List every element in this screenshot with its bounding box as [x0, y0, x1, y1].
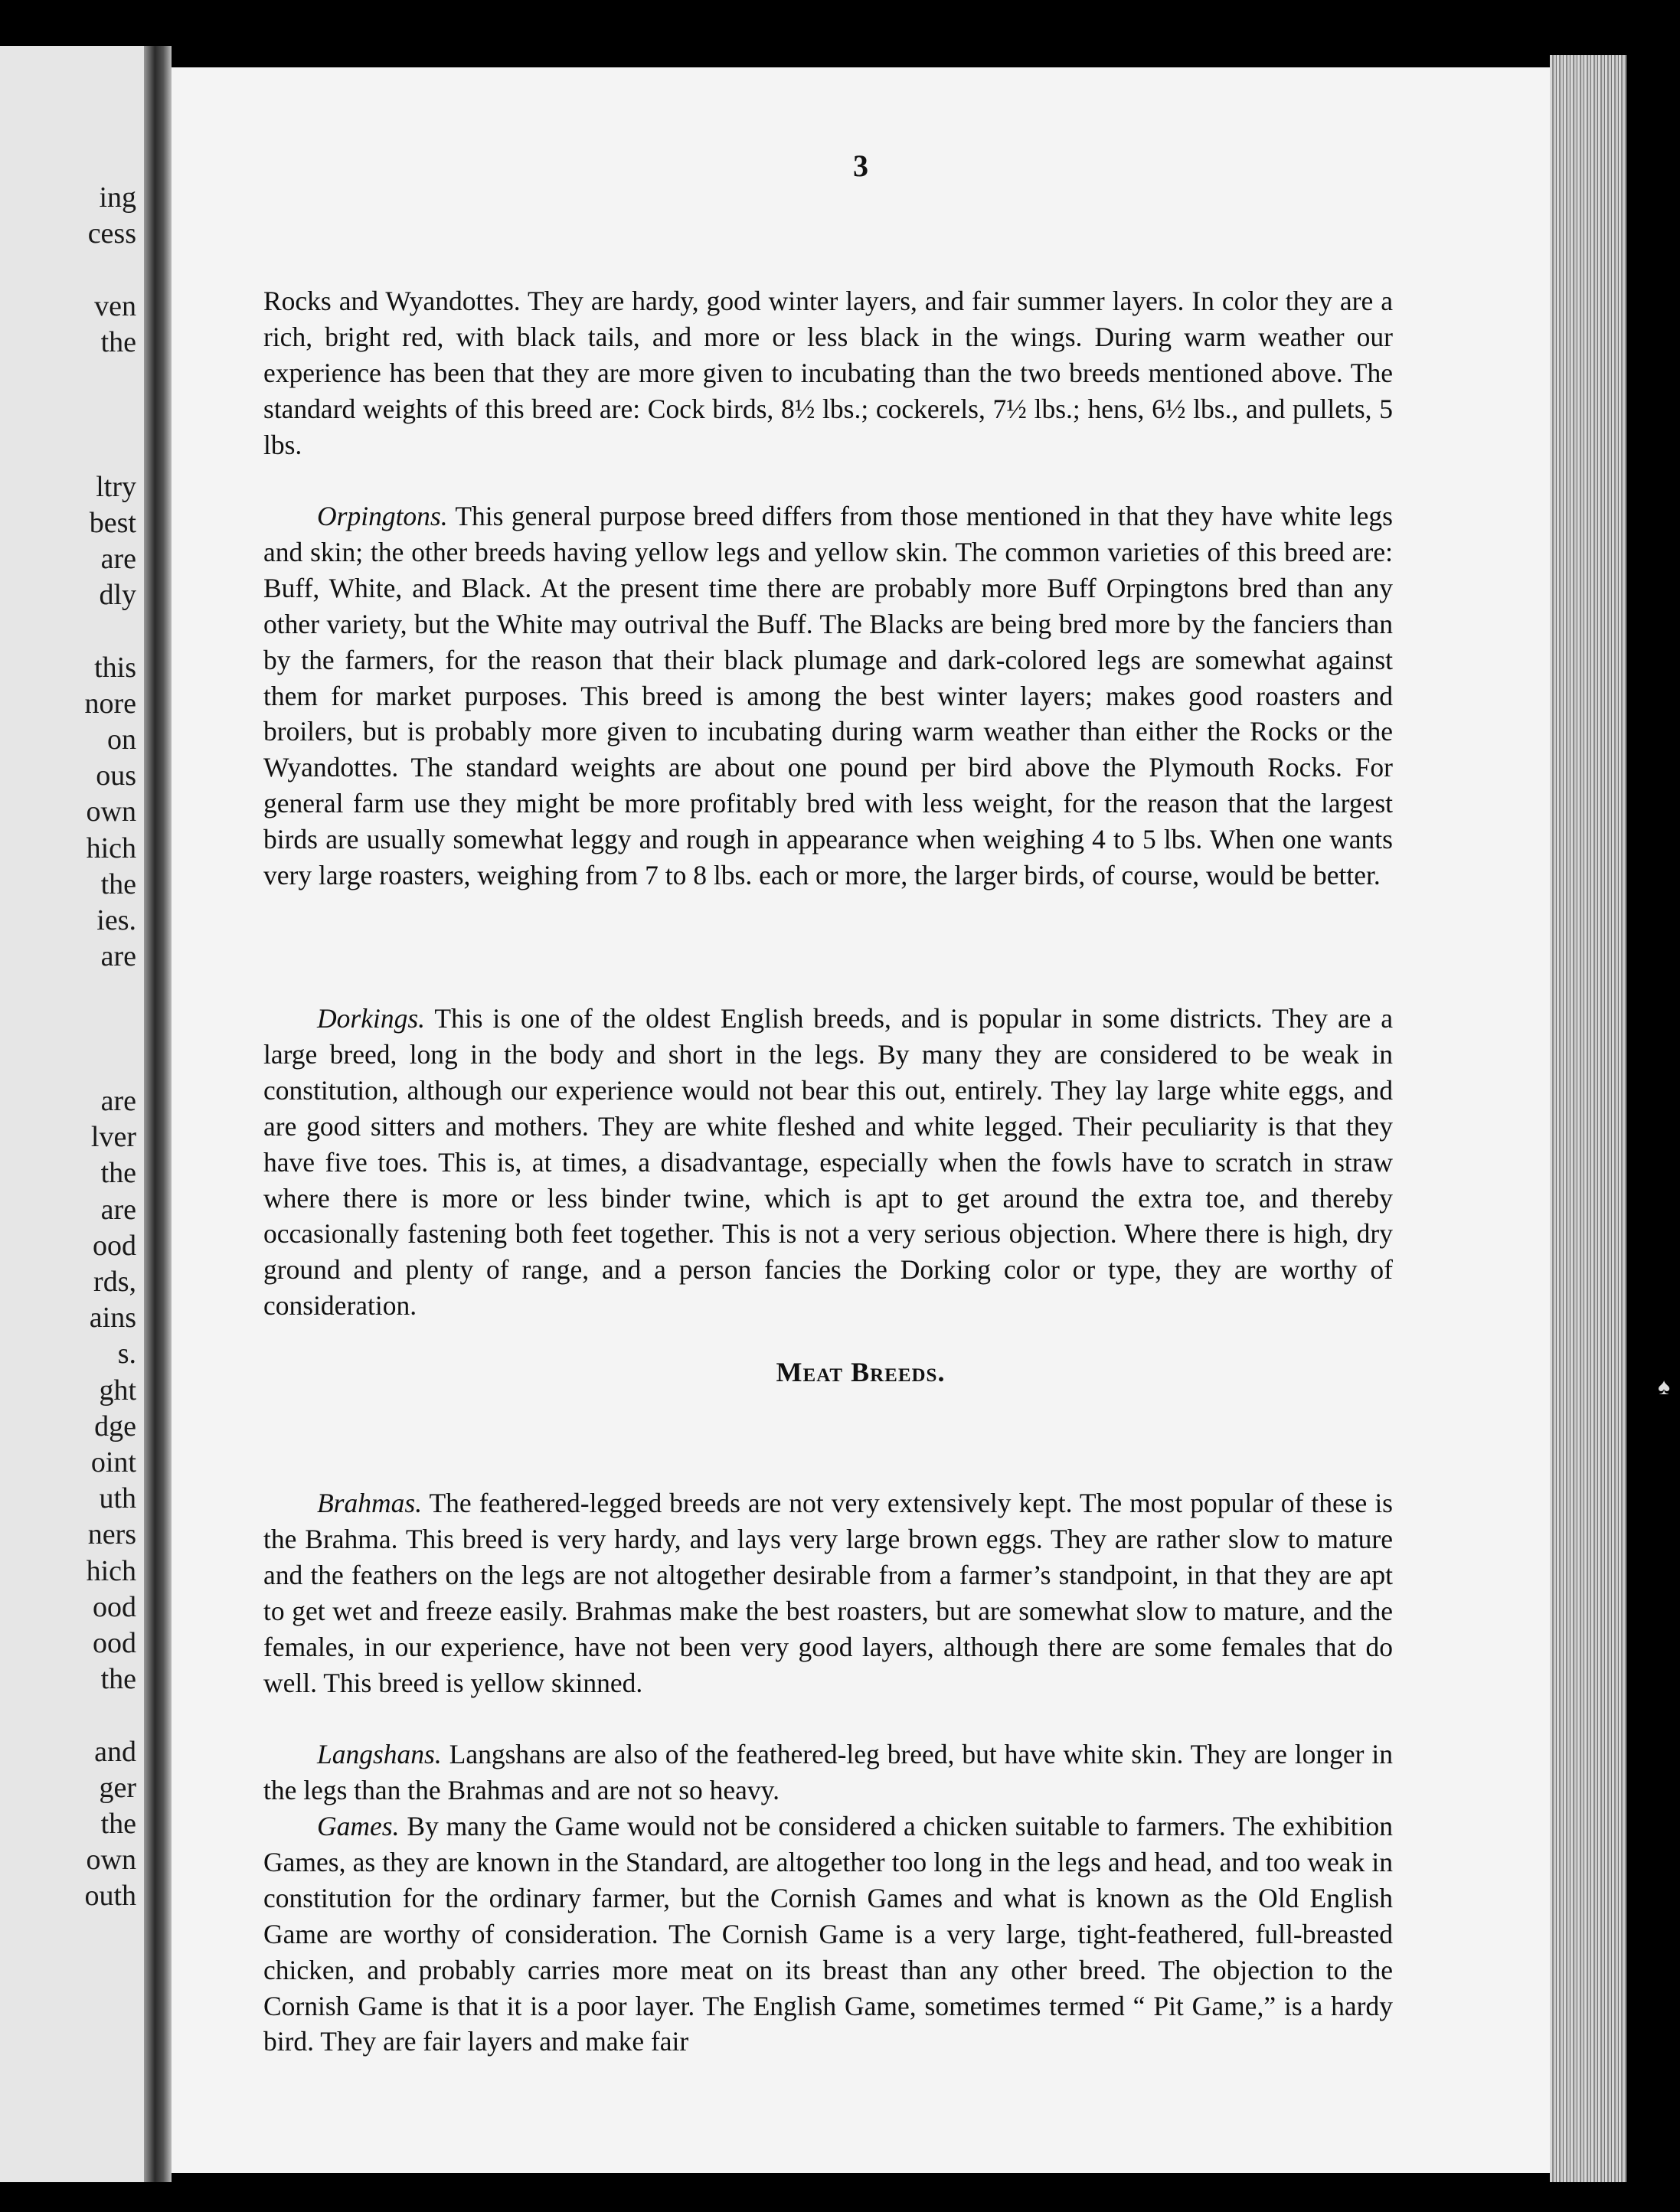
left-page-word-fragment: nore — [84, 687, 136, 720]
paragraph-lead: Brahmas. — [317, 1488, 423, 1518]
paragraph-lead: Langshans. — [317, 1739, 442, 1769]
left-page-word-fragment: cess — [87, 217, 136, 250]
left-page-word-fragment: ght — [99, 1374, 136, 1407]
left-page-word-fragment: rds, — [93, 1266, 136, 1298]
book-gutter — [144, 46, 172, 2182]
left-page-word-fragment: ger — [99, 1771, 136, 1804]
paragraph-dorkings — [263, 1001, 1393, 1324]
left-page-word-fragment: dge — [94, 1410, 136, 1443]
binding-mark: ♠ — [1658, 1374, 1670, 1400]
left-page-word-fragment: the — [100, 1663, 136, 1696]
paragraph-text: Rocks and Wyandottes. They are hardy, good winter layers, and fair summer layers. In color they are a rich, bright red, with black tails, and more or less black in the wings. During warm weather our experience has been that they are more given to incubating than the two breeds mentioned above. The standard weights of this breed are: Cock birds, 8½ lbs.; cockerels, 7½ lbs.; hens, 6½ lbs., and pullets, 5 lbs. — [263, 286, 1393, 460]
left-page-word-fragment: are — [100, 940, 136, 973]
section-heading: Meat Breeds. — [776, 1357, 946, 1387]
left-page-word-fragment: own — [86, 796, 136, 828]
paragraph-lead: Orpingtons. — [317, 501, 448, 531]
left-page-word-fragment: best — [89, 506, 136, 539]
paragraph-text: This general purpose breed differs from those mentioned in that they have white legs and skin; the other breeds having yellow legs and yellow skin. The common varieties of this breed are: Buff, White, and Black. At the present time there are probably more Buff Orpingtons bred than any other variety, but the White may outrival the Buff. The Blacks are being bred more by the fanciers than by the farmers, for the reason that their black plumage and dark-colored legs are somewhat against them for market purposes. This breed is among the best winter layers; makes good roasters and broilers, but is probably more given to incubating during warm weather than either the Rocks or the Wyandottes. The standard weights are about one pound per bird above the Plymouth Rocks. For general farm use they might be more profitably bred with less weight, for the reason that the largest birds are usually somewhat leggy and rough in appearance when weighing 4 to 5 lbs. When one wants very large roasters, weighing from 7 to 8 lbs. each or more, the larger birds, of course, would be better. — [263, 501, 1393, 891]
left-page-word-fragment: hich — [86, 832, 136, 864]
left-page-word-fragment: oint — [90, 1446, 136, 1478]
left-page-word-fragment: and — [94, 1735, 136, 1768]
left-page-word-fragment: are — [100, 1193, 136, 1226]
left-page-word-fragment: the — [100, 325, 136, 358]
left-page-word-fragment: ains — [89, 1302, 136, 1335]
left-page-word-fragment: the — [100, 867, 136, 900]
paragraph-text: By many the Game would not be considered a chicken suitable to farmers. The exhibition Games, as they are known in the Standard, are altogether too long in the legs and head, and too weak in constitution for the ordinary farmer, but the Cornish Games and what is known as the Old English Game are worthy of consideration. The Cornish Game is a very large, tight-feathered, full-breasted chicken, and probably carries more meat on its breast than any other breed. The objection to the Cornish Game is that it is a poor layer. The English Game, sometimes termed “ Pit Game,” is a hardy bird. They are fair layers and make fair — [263, 1811, 1394, 2057]
left-page-word-fragment: ies. — [96, 904, 136, 936]
paragraph-rocks-wyandottes-continued — [263, 283, 1393, 463]
previous-page-fragment — [0, 46, 144, 2182]
left-page-word-fragment: hich — [86, 1554, 136, 1587]
left-page-word-fragment: the — [100, 1157, 136, 1190]
page-number: 3 — [853, 149, 868, 183]
paragraph-lead: Dorkings. — [317, 1003, 426, 1034]
paragraph-text: This is one of the oldest English breeds, and is popular in some districts. They are a large breed, long in the body and short in the legs. By many they are considered to be weak in constitution, although our experience would not bear this out, entirely. They lay large white eggs, and are good sitters and mothers. They are white fleshed and white legged. Their peculiarity is that they have five toes. This is, at times, a disadvantage, especially when the fowls have to scratch in straw where there is more or less binder twine, which is apt to get around the extra toe, and thereby occasionally fastening both feet together. This is not a very serious objection. Where there is high, dry ground and plenty of range, and a person fancies the Dorking color or type, they are worthy of consideration. — [263, 1003, 1394, 1322]
left-page-word-fragment: the — [100, 1808, 136, 1840]
left-page-word-fragment: s. — [117, 1338, 136, 1371]
left-page-word-fragment: are — [100, 1085, 136, 1117]
book-page — [172, 67, 1550, 2173]
left-page-word-fragment: ven — [94, 289, 136, 322]
left-page-word-fragment: ltry — [96, 470, 136, 503]
left-page-word-fragment: lver — [90, 1121, 136, 1154]
left-page-word-fragment: on — [107, 724, 136, 756]
paragraph-langshans — [263, 1737, 1393, 1808]
paragraph-text: The feathered-legged breeds are not very extensively kept. The most popular of these is the Brahma. This breed is very hardy, and lays very large brown eggs. They are rather slow to mature and the feathers on the legs are not altogether desirable from a farmer’s standpoint, in that they are apt to get wet and freeze easily. Brahmas make the best roasters, but are somewhat slow to mature, and the females, in our experience, have not been very good layers, although there are some females that do well. This breed is yellow skinned. — [263, 1488, 1393, 1698]
paragraph-brahmas — [263, 1485, 1393, 1701]
left-page-word-fragment: ood — [93, 1229, 136, 1262]
left-page-word-fragment: ing — [99, 181, 136, 214]
left-page-word-fragment: own — [86, 1844, 136, 1877]
left-page-word-fragment: dly — [99, 579, 136, 612]
paragraph-text: Langshans are also of the feathered-leg breed, but have white skin. They are longer in the legs than the Brahmas and are not so heavy. — [263, 1739, 1393, 1805]
left-page-word-fragment: ood — [93, 1590, 136, 1623]
left-page-word-fragment: this — [94, 651, 136, 684]
left-page-word-fragment: uth — [99, 1482, 136, 1515]
left-page-word-fragment: ood — [93, 1627, 136, 1659]
left-page-word-fragment: ous — [96, 760, 136, 792]
paragraph-games — [263, 1808, 1393, 2060]
left-page-word-fragment: ners — [87, 1518, 136, 1551]
left-page-word-fragment: outh — [84, 1880, 136, 1913]
page-stack-edge — [1550, 55, 1626, 2182]
left-page-word-fragment: are — [100, 543, 136, 575]
paragraph-lead: Games. — [317, 1811, 400, 1841]
paragraph-orpingtons — [263, 498, 1393, 894]
